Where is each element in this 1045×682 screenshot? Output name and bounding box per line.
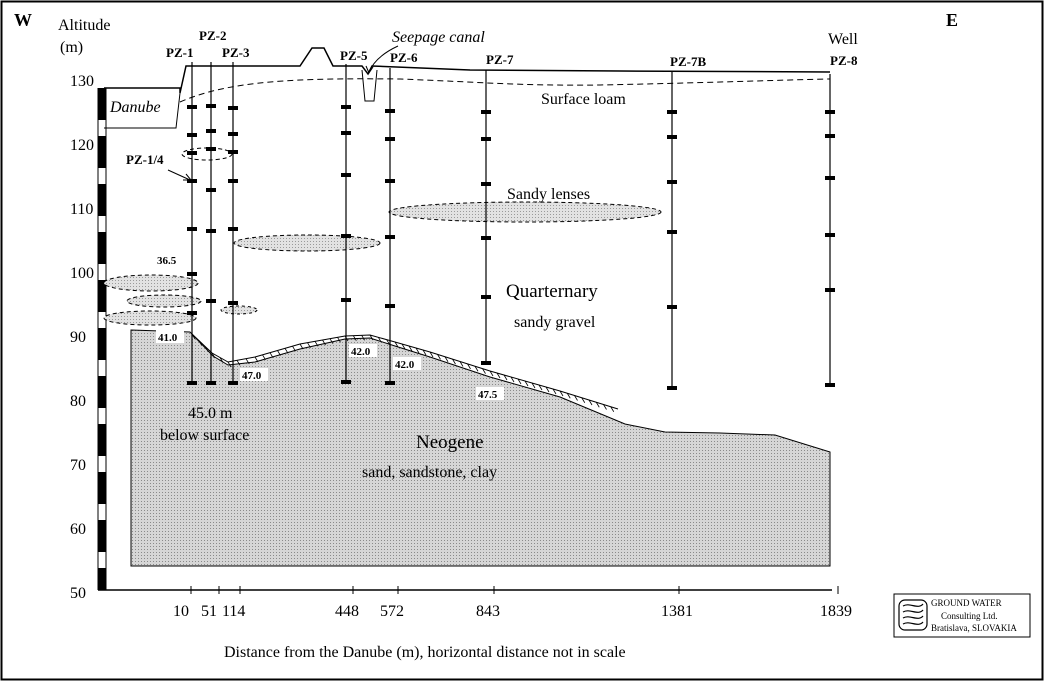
well-screen-mark (206, 147, 216, 151)
y-tick-label: 80 (70, 393, 86, 410)
terrain-surface (104, 48, 830, 93)
well-screen-mark (187, 227, 197, 231)
logo-line-1: GROUND WATER (931, 598, 1002, 608)
well-screen-mark (825, 383, 835, 387)
x-axis-title: Distance from the Danube (m), horizontal distance not in scale (224, 644, 626, 661)
well-screen-mark (187, 151, 197, 155)
x-tick-label: 572 (380, 603, 404, 620)
y-axis-unit: (m) (60, 39, 84, 56)
well-screen-mark (825, 233, 835, 237)
well-screen-mark (481, 137, 491, 141)
well-screen-mark (385, 381, 395, 385)
y-tick-label: 70 (70, 457, 86, 474)
seepage-canal-label: Seepage canal (392, 29, 485, 46)
y-tick-label: 50 (70, 585, 86, 602)
well-screen-mark (187, 105, 197, 109)
danube-label: Danube (110, 99, 161, 116)
sandy-lens (104, 275, 198, 291)
well-screen-mark (206, 188, 216, 192)
depth-annotation: 36.5 (157, 255, 177, 267)
x-tick-label: 51 (201, 603, 217, 620)
well-screen-mark (206, 299, 216, 303)
x-tick-label: 1381 (661, 603, 693, 620)
y-axis-ticks (70, 73, 94, 602)
well-label-pz7: PZ-7 (486, 52, 514, 67)
well-label-pz8: PZ-8 (830, 53, 858, 68)
well-label-pz7b: PZ-7B (670, 54, 707, 69)
sandy-lens (104, 311, 196, 325)
depth-annotation: 47.0 (242, 370, 262, 382)
well-screen-mark (385, 137, 395, 141)
sandy-lenses-label: Sandy lenses (507, 186, 591, 203)
direction-east: E (946, 10, 959, 30)
sandy-lens (234, 235, 380, 251)
well-screen-mark (341, 298, 351, 302)
well-screen-mark (187, 272, 197, 276)
depth-annotation: 41.0 (158, 332, 178, 344)
well-screen-mark (481, 236, 491, 240)
well-screen-mark (481, 110, 491, 114)
well-screen-mark (825, 110, 835, 114)
well-screen-mark (228, 301, 238, 305)
neogene-description: sand, sandstone, clay (362, 464, 498, 481)
neogene-label: Neogene (416, 432, 484, 453)
y-tick-label: 110 (70, 201, 94, 218)
well-label-pz5: PZ-5 (340, 48, 368, 63)
surface-loam-label: Surface loam (541, 91, 626, 108)
well-screen-mark (825, 288, 835, 292)
well-screen-mark (481, 295, 491, 299)
well-screen-mark (341, 131, 351, 135)
well-screen-mark (341, 380, 351, 384)
well-screen-mark (667, 110, 677, 114)
well-screen-mark (206, 381, 216, 385)
y-tick-label: 120 (70, 137, 94, 154)
wells (187, 62, 835, 390)
x-tick-label: 448 (335, 603, 359, 620)
y-tick-label: 100 (70, 265, 94, 282)
well-screen-mark (667, 230, 677, 234)
logo-line-3: Bratislava, SLOVAKIA (931, 623, 1017, 633)
well-screen-mark (667, 135, 677, 139)
depth-annotation: 42.0 (395, 359, 415, 371)
seepage-canal-trench (362, 70, 377, 101)
x-tick-label: 843 (476, 603, 500, 620)
pz14-label: PZ-1/4 (126, 152, 164, 167)
depth-label-text: below surface (160, 427, 250, 444)
well-screen-mark (667, 180, 677, 184)
quarternary-label: Quarternary (506, 281, 598, 302)
sandy-lens (221, 306, 257, 314)
y-tick-label: 90 (70, 329, 86, 346)
well-screen-mark (228, 381, 238, 385)
well-screen-mark (187, 311, 197, 315)
well-label-pz3: PZ-3 (222, 45, 250, 60)
x-axis-ticks (173, 586, 852, 620)
x-tick-label: 1839 (820, 603, 852, 620)
well-screen-mark (667, 386, 677, 390)
well-screen-mark (187, 133, 197, 137)
well-screen-mark (385, 235, 395, 239)
well-screen-mark (228, 106, 238, 110)
well-screen-mark (341, 105, 351, 109)
well-screen-mark (667, 305, 677, 309)
direction-west: W (14, 10, 32, 30)
well-screen-mark (385, 304, 395, 308)
surface-loam-boundary (180, 79, 830, 102)
company-logo (894, 594, 1030, 637)
well-screen-mark (481, 182, 491, 186)
depth-annotation: 47.5 (478, 389, 498, 401)
well-screen-mark (206, 229, 216, 233)
well-screen-mark (385, 179, 395, 183)
well-label-pz6: PZ-6 (390, 50, 418, 65)
well-screen-mark (187, 381, 197, 385)
depth-label-value: 45.0 m (188, 405, 233, 422)
y-axis-title: Altitude (58, 17, 111, 34)
logo-line-2: Consulting Ltd. (941, 611, 998, 621)
well-screen-mark (228, 227, 238, 231)
well-screen-mark (825, 176, 835, 180)
well-screen-mark (385, 109, 395, 113)
well-screen-mark (825, 134, 835, 138)
sandy-gravel-label: sandy gravel (514, 314, 596, 331)
y-tick-label: 60 (70, 521, 86, 538)
well-screen-mark (206, 129, 216, 133)
sandy-lens (127, 295, 201, 307)
sandy-lens (389, 202, 661, 222)
well-screen-mark (341, 234, 351, 238)
well-screen-mark (228, 179, 238, 183)
x-tick-label: 10 (173, 603, 189, 620)
well-screen-mark (481, 361, 491, 365)
well-label-pz1: PZ-1 (166, 45, 194, 60)
x-tick-label: 114 (222, 603, 246, 620)
well-screen-mark (206, 104, 216, 108)
y-tick-label: 130 (70, 73, 94, 90)
well-screen-mark (341, 173, 351, 177)
depth-annotation: 42.0 (351, 346, 371, 358)
well-label-word: Well (828, 31, 858, 48)
well-screen-mark (228, 132, 238, 136)
well-screen-mark (228, 150, 238, 154)
well-label-pz2: PZ-2 (199, 28, 227, 43)
